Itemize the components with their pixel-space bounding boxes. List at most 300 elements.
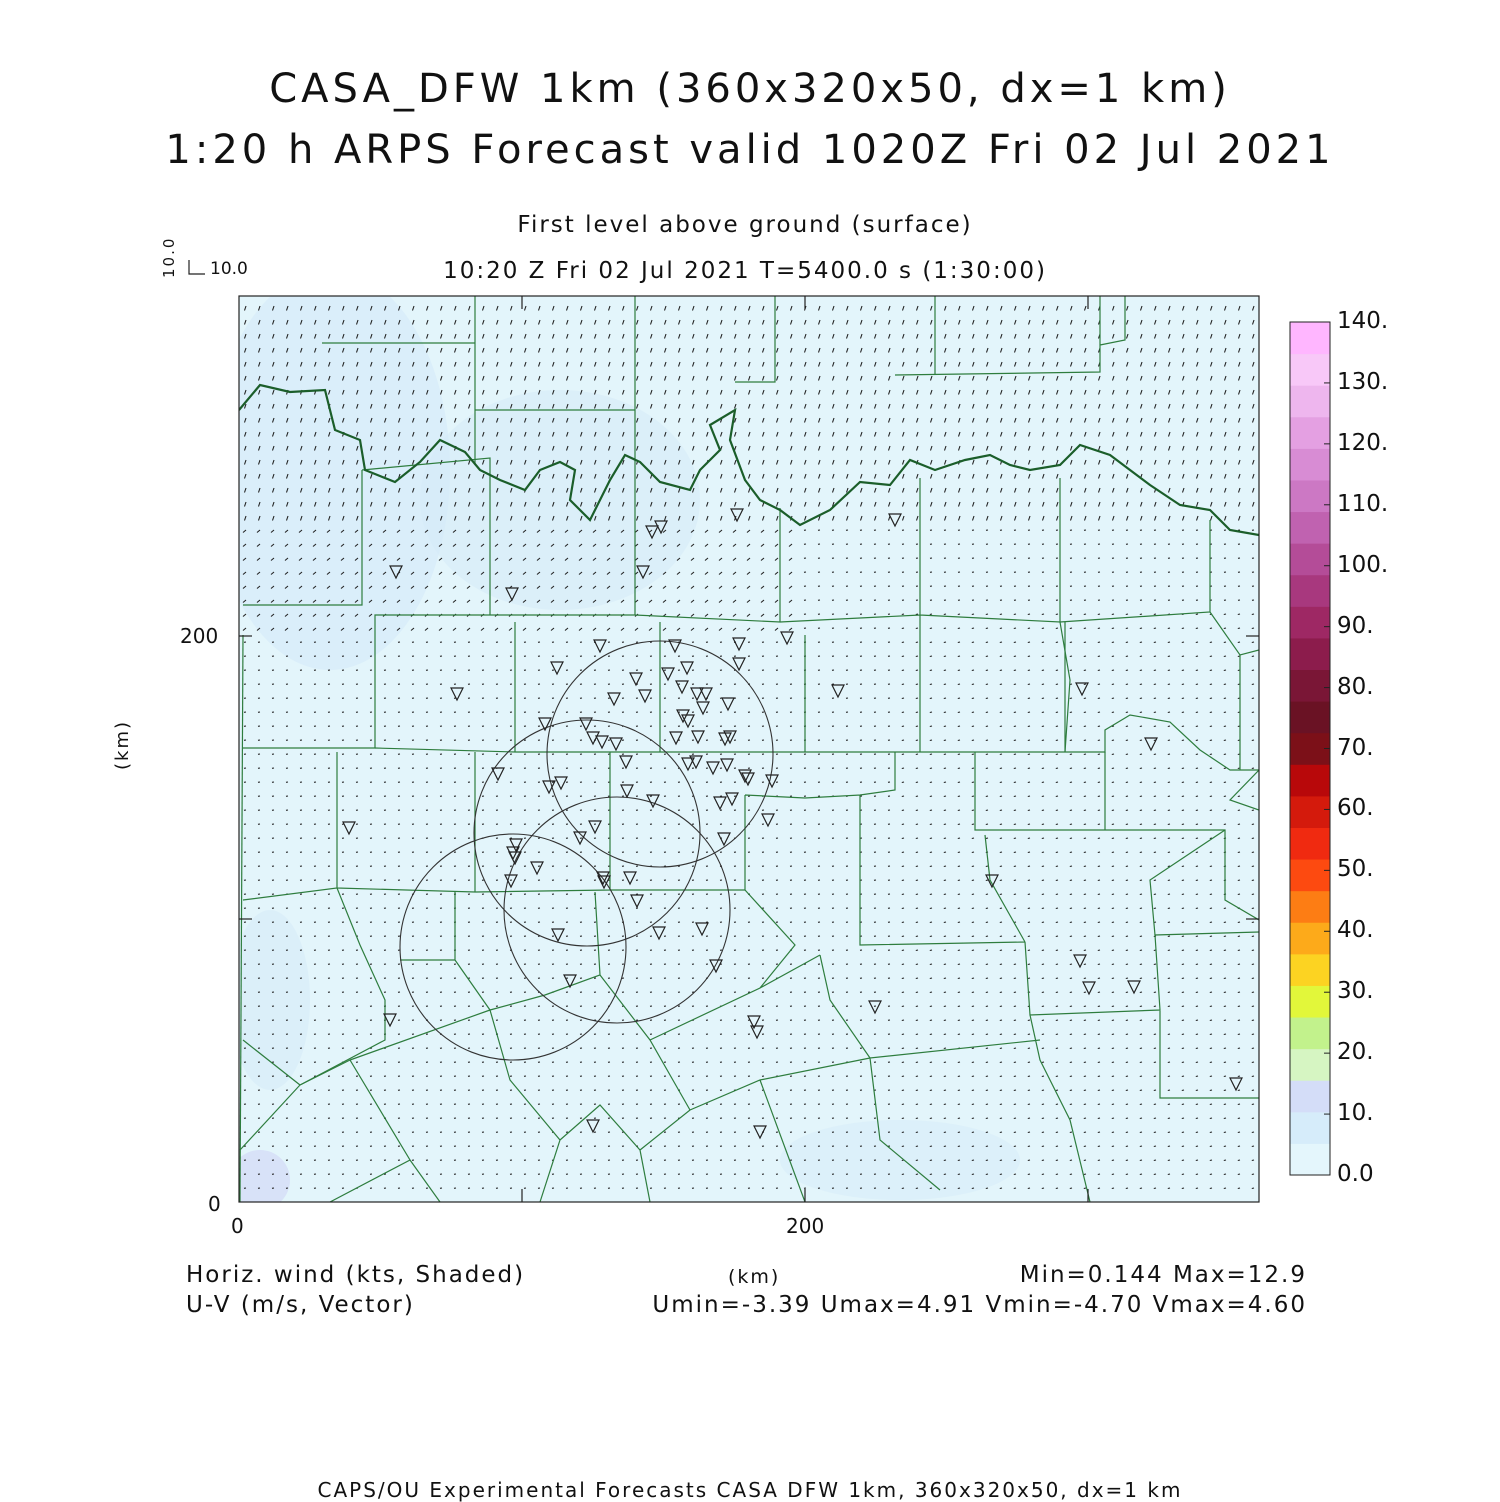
wind-vector bbox=[1126, 1034, 1128, 1035]
wind-vector bbox=[1028, 1104, 1030, 1105]
wind-vector bbox=[986, 810, 988, 811]
wind-vector bbox=[1210, 1048, 1212, 1049]
wind-vector bbox=[1042, 922, 1044, 923]
wind-vector bbox=[1000, 614, 1002, 615]
wind-vector bbox=[1042, 782, 1044, 783]
wind-vector bbox=[1000, 866, 1002, 867]
wind-vector bbox=[958, 684, 960, 685]
wind-vector bbox=[1196, 1188, 1198, 1189]
wind-vector bbox=[1238, 824, 1240, 825]
colorbar-label: 100. bbox=[1337, 552, 1388, 578]
wind-vector bbox=[1014, 1090, 1016, 1091]
wind-vector bbox=[1168, 656, 1170, 657]
wind-vector bbox=[986, 782, 988, 783]
wind-vector bbox=[1210, 1062, 1212, 1063]
wind-vector bbox=[1070, 1146, 1072, 1147]
wind-vector bbox=[1056, 614, 1058, 615]
wind-vector bbox=[1014, 684, 1016, 685]
wind-vector bbox=[1014, 726, 1016, 727]
wind-vector bbox=[1112, 1132, 1114, 1133]
wind-vector bbox=[1000, 712, 1002, 713]
wind-vector bbox=[1168, 922, 1170, 923]
wind-vector bbox=[1196, 614, 1198, 615]
wind-vector bbox=[986, 992, 988, 993]
wind-vector bbox=[1014, 642, 1016, 643]
wind-vector bbox=[1056, 754, 1058, 755]
wind-vector bbox=[1126, 936, 1128, 937]
wind-vector bbox=[1196, 698, 1198, 699]
wind-vector bbox=[1182, 684, 1184, 685]
wind-vector bbox=[1140, 712, 1142, 713]
wind-vector bbox=[1014, 852, 1016, 853]
field-description: Horiz. wind (kts, Shaded) bbox=[186, 1262, 525, 1288]
wind-vector bbox=[1140, 894, 1142, 895]
wind-vector bbox=[1126, 1104, 1128, 1105]
wind-vector bbox=[1224, 978, 1226, 979]
wind-vector bbox=[930, 642, 932, 643]
wind-vector bbox=[1000, 894, 1002, 895]
wind-vector bbox=[1126, 908, 1128, 909]
wind-vector bbox=[1112, 950, 1114, 951]
wind-vector bbox=[972, 838, 974, 839]
wind-vector bbox=[1126, 768, 1128, 769]
wind-vector bbox=[986, 740, 988, 741]
wind-vector bbox=[958, 824, 960, 825]
wind-vector bbox=[1112, 810, 1114, 811]
wind-vector bbox=[1042, 1006, 1044, 1007]
wind-vector bbox=[1196, 726, 1198, 727]
wind-vector bbox=[1140, 698, 1142, 699]
wind-vector bbox=[972, 922, 974, 923]
wind-vector bbox=[1140, 1118, 1142, 1119]
wind-vector bbox=[986, 1132, 988, 1133]
wind-vector bbox=[1070, 838, 1072, 839]
wind-vector bbox=[930, 1062, 932, 1063]
wind-vector bbox=[972, 754, 974, 755]
wind-vector bbox=[1056, 824, 1058, 825]
wind-vector bbox=[1168, 1020, 1170, 1021]
wind-vector bbox=[1154, 754, 1156, 755]
wind-vector bbox=[958, 992, 960, 993]
wind-vector bbox=[1154, 1006, 1156, 1007]
wind-vector bbox=[972, 1146, 974, 1147]
wind-vector bbox=[1084, 810, 1086, 811]
wind-vector bbox=[1182, 1020, 1184, 1021]
wind-vector bbox=[1098, 614, 1100, 615]
wind-vector bbox=[1168, 1104, 1170, 1105]
wind-vector bbox=[986, 628, 988, 629]
wind-vector bbox=[1042, 936, 1044, 937]
wind-vector bbox=[1028, 712, 1030, 713]
wind-vector bbox=[1140, 1188, 1142, 1189]
wind-vector bbox=[1112, 754, 1114, 755]
wind-vector bbox=[1084, 1076, 1086, 1077]
wind-vector bbox=[930, 880, 932, 881]
wind-vector bbox=[1126, 740, 1128, 741]
wind-vector bbox=[1000, 642, 1002, 643]
wind-vector bbox=[1210, 1118, 1212, 1119]
wind-vector bbox=[1224, 754, 1226, 755]
x-axis-label: (km) bbox=[728, 1266, 780, 1288]
wind-vector bbox=[1140, 1104, 1142, 1105]
wind-vector bbox=[1098, 978, 1100, 979]
wind-vector bbox=[1182, 950, 1184, 951]
wind-vector bbox=[1182, 768, 1184, 769]
wind-vector bbox=[1182, 642, 1184, 643]
wind-vector bbox=[1056, 1090, 1058, 1091]
wind-vector bbox=[1210, 1132, 1212, 1133]
wind-vector bbox=[1084, 936, 1086, 937]
wind-vector bbox=[930, 950, 932, 951]
wind-vector bbox=[1210, 894, 1212, 895]
wind-vector bbox=[1084, 614, 1086, 615]
wind-vector bbox=[930, 1132, 932, 1133]
wind-vector bbox=[944, 866, 946, 867]
wind-vector bbox=[1112, 782, 1114, 783]
wind-vector bbox=[1182, 796, 1184, 797]
wind-vector bbox=[1224, 964, 1226, 965]
wind-vector bbox=[1224, 684, 1226, 685]
wind-vector bbox=[958, 866, 960, 867]
wind-vector bbox=[930, 1160, 932, 1161]
wind-vector bbox=[1112, 796, 1114, 797]
wind-vector bbox=[1196, 1020, 1198, 1021]
wind-vector bbox=[930, 698, 932, 699]
wind-vector bbox=[1154, 978, 1156, 979]
wind-vector bbox=[1070, 964, 1072, 965]
wind-vector bbox=[1112, 866, 1114, 867]
wind-vector bbox=[1224, 726, 1226, 727]
wind-vector bbox=[1224, 670, 1226, 671]
wind-vector bbox=[1196, 810, 1198, 811]
wind-vector bbox=[1014, 1034, 1016, 1035]
wind-vector bbox=[916, 852, 918, 853]
wind-vector bbox=[958, 768, 960, 769]
wind-vector bbox=[1140, 852, 1142, 853]
wind-vector bbox=[902, 824, 904, 825]
wind-vector bbox=[916, 712, 918, 713]
wind-vector bbox=[930, 810, 932, 811]
wind-vector bbox=[902, 740, 904, 741]
wind-vector bbox=[1014, 614, 1016, 615]
wind-vector bbox=[958, 950, 960, 951]
wind-vector bbox=[1238, 782, 1240, 783]
wind-vector bbox=[1196, 782, 1198, 783]
colorbar-swatch bbox=[1290, 606, 1330, 638]
wind-vector bbox=[1070, 1132, 1072, 1133]
wind-vector bbox=[1224, 1090, 1226, 1091]
wind-vector bbox=[1070, 978, 1072, 979]
wind-vector bbox=[1140, 1160, 1142, 1161]
wind-vector bbox=[1084, 670, 1086, 671]
wind-vector bbox=[1070, 880, 1072, 881]
wind-vector bbox=[1000, 1188, 1002, 1189]
wind-vector bbox=[902, 642, 904, 643]
wind-vector bbox=[1224, 698, 1226, 699]
wind-vector bbox=[916, 978, 918, 979]
wind-vector bbox=[902, 684, 904, 685]
wind-vector bbox=[944, 978, 946, 979]
wind-vector bbox=[1182, 1062, 1184, 1063]
wind-vector bbox=[1014, 754, 1016, 755]
wind-vector bbox=[1084, 628, 1086, 629]
wind-vector bbox=[930, 992, 932, 993]
wind-vector bbox=[986, 642, 988, 643]
wind-vector bbox=[1154, 894, 1156, 895]
wind-vector bbox=[1238, 964, 1240, 965]
wind-vector bbox=[1042, 1062, 1044, 1063]
wind-vector bbox=[1056, 1034, 1058, 1035]
wind-vector bbox=[902, 1118, 904, 1119]
wind-vector bbox=[1098, 670, 1100, 671]
wind-vector bbox=[972, 950, 974, 951]
wind-vector bbox=[1182, 1174, 1184, 1175]
wind-vector bbox=[1168, 1132, 1170, 1133]
wind-vector bbox=[1000, 628, 1002, 629]
wind-vector bbox=[1000, 936, 1002, 937]
wind-vector bbox=[1000, 1034, 1002, 1035]
wind-vector bbox=[1196, 1062, 1198, 1063]
wind-vector bbox=[1000, 656, 1002, 657]
vector-description: U-V (m/s, Vector) bbox=[186, 1292, 415, 1318]
wind-vector bbox=[1140, 908, 1142, 909]
wind-vector bbox=[1070, 894, 1072, 895]
wind-vector bbox=[972, 782, 974, 783]
wind-vector bbox=[1098, 936, 1100, 937]
wind-vector bbox=[1000, 796, 1002, 797]
wind-vector bbox=[958, 978, 960, 979]
wind-vector bbox=[1210, 670, 1212, 671]
wind-vector bbox=[1056, 1160, 1058, 1161]
wind-vector bbox=[1014, 670, 1016, 671]
wind-vector bbox=[1000, 1062, 1002, 1063]
wind-vector bbox=[1210, 712, 1212, 713]
wind-vector bbox=[1126, 670, 1128, 671]
wind-vector bbox=[930, 614, 932, 615]
wind-vector bbox=[944, 922, 946, 923]
wind-vector bbox=[1112, 1118, 1114, 1119]
wind-vector bbox=[1014, 908, 1016, 909]
wind-vector bbox=[986, 964, 988, 965]
wind-vector bbox=[944, 1132, 946, 1133]
wind-vector bbox=[1014, 1174, 1016, 1175]
wind-vector bbox=[944, 964, 946, 965]
wind-vector bbox=[1000, 978, 1002, 979]
wind-vector bbox=[1042, 866, 1044, 867]
wind-vector bbox=[1140, 978, 1142, 979]
wind-vector bbox=[902, 1062, 904, 1063]
wind-vector bbox=[916, 1076, 918, 1077]
wind-vector bbox=[1084, 992, 1086, 993]
wind-vector bbox=[1168, 908, 1170, 909]
wind-vector bbox=[972, 824, 974, 825]
wind-vector bbox=[930, 740, 932, 741]
wind-vector bbox=[986, 726, 988, 727]
colorbar-label: 120. bbox=[1337, 430, 1388, 456]
wind-vector bbox=[1056, 1076, 1058, 1077]
wind-vector bbox=[1196, 740, 1198, 741]
wind-vector bbox=[1210, 852, 1212, 853]
wind-vector bbox=[916, 642, 918, 643]
wind-vector bbox=[1140, 964, 1142, 965]
wind-vector bbox=[1000, 852, 1002, 853]
wind-vector bbox=[986, 880, 988, 881]
wind-vector bbox=[1196, 754, 1198, 755]
colorbar bbox=[1290, 322, 1330, 1176]
wind-vector bbox=[986, 1146, 988, 1147]
wind-vector bbox=[1028, 656, 1030, 657]
wind-vector bbox=[1210, 950, 1212, 951]
wind-vector bbox=[1126, 684, 1128, 685]
wind-vector bbox=[1182, 1048, 1184, 1049]
wind-vector bbox=[1112, 894, 1114, 895]
wind-vector bbox=[1126, 1020, 1128, 1021]
wind-vector bbox=[1252, 726, 1254, 727]
wind-vector bbox=[986, 1090, 988, 1091]
wind-vector bbox=[1252, 754, 1254, 755]
wind-vector bbox=[1056, 796, 1058, 797]
wind-vector bbox=[1252, 908, 1254, 909]
wind-vector bbox=[916, 1090, 918, 1091]
wind-vector bbox=[1154, 1034, 1156, 1035]
wind-vector bbox=[1084, 838, 1086, 839]
wind-vector bbox=[1042, 740, 1044, 741]
wind-vector bbox=[1154, 992, 1156, 993]
wind-vector bbox=[1238, 1034, 1240, 1035]
wind-vector bbox=[930, 768, 932, 769]
wind-vector bbox=[944, 810, 946, 811]
wind-vector bbox=[1028, 684, 1030, 685]
wind-vector bbox=[1154, 684, 1156, 685]
wind-vector bbox=[1182, 1160, 1184, 1161]
wind-vector bbox=[1196, 908, 1198, 909]
wind-vector bbox=[1112, 992, 1114, 993]
wind-vector bbox=[1210, 936, 1212, 937]
wind-vector bbox=[930, 754, 932, 755]
wind-vector bbox=[1014, 1076, 1016, 1077]
wind-vector bbox=[1252, 768, 1254, 769]
wind-vector bbox=[1168, 1188, 1170, 1189]
wind-vector bbox=[1014, 838, 1016, 839]
wind-vector bbox=[902, 936, 904, 937]
wind-vector bbox=[1252, 1020, 1254, 1021]
wind-vector bbox=[972, 880, 974, 881]
wind-vector bbox=[944, 782, 946, 783]
wind-vector bbox=[1238, 866, 1240, 867]
wind-vector bbox=[1112, 838, 1114, 839]
wind-vector bbox=[916, 964, 918, 965]
wind-vector bbox=[1168, 726, 1170, 727]
wind-vector bbox=[1112, 656, 1114, 657]
wind-vector bbox=[1028, 1090, 1030, 1091]
wind-vector bbox=[1224, 1174, 1226, 1175]
wind-vector bbox=[1028, 1146, 1030, 1147]
wind-vector bbox=[1126, 628, 1128, 629]
wind-vector bbox=[1028, 670, 1030, 671]
wind-vector bbox=[1126, 1118, 1128, 1119]
wind-vector bbox=[1042, 628, 1044, 629]
wind-vector bbox=[972, 726, 974, 727]
wind-vector bbox=[1224, 614, 1226, 615]
wind-vector bbox=[1210, 908, 1212, 909]
wind-vector bbox=[1252, 880, 1254, 881]
wind-vector bbox=[1028, 1188, 1030, 1189]
wind-vector bbox=[1014, 782, 1016, 783]
wind-vector bbox=[972, 908, 974, 909]
wind-vector bbox=[972, 992, 974, 993]
wind-vector bbox=[1210, 1104, 1212, 1105]
colorbar-swatch bbox=[1290, 543, 1330, 575]
wind-vector bbox=[930, 1020, 932, 1021]
wind-vector bbox=[1154, 824, 1156, 825]
wind-vector bbox=[930, 1188, 932, 1189]
wind-vector bbox=[1238, 1104, 1240, 1105]
wind-vector bbox=[1070, 754, 1072, 755]
wind-vector bbox=[1252, 852, 1254, 853]
wind-vector bbox=[1210, 1090, 1212, 1091]
wind-vector bbox=[1056, 880, 1058, 881]
wind-vector bbox=[1042, 950, 1044, 951]
wind-vector bbox=[1084, 1090, 1086, 1091]
wind-vector bbox=[1098, 810, 1100, 811]
wind-vector bbox=[1140, 1076, 1142, 1077]
wind-vector bbox=[1196, 684, 1198, 685]
wind-vector bbox=[1112, 670, 1114, 671]
wind-vector bbox=[1182, 852, 1184, 853]
wind-vector bbox=[1182, 922, 1184, 923]
wind-vector bbox=[902, 964, 904, 965]
wind-vector bbox=[1070, 824, 1072, 825]
wind-vector bbox=[1154, 1132, 1156, 1133]
wind-vector bbox=[1000, 880, 1002, 881]
wind-vector bbox=[902, 880, 904, 881]
wind-vector bbox=[944, 656, 946, 657]
wind-vector bbox=[986, 866, 988, 867]
wind-vector bbox=[1000, 950, 1002, 951]
colorbar-label: 20. bbox=[1337, 1039, 1374, 1065]
wind-vector bbox=[1070, 852, 1072, 853]
wind-vector bbox=[958, 1020, 960, 1021]
wind-vector bbox=[972, 852, 974, 853]
wind-vector bbox=[1210, 726, 1212, 727]
wind-vector bbox=[1252, 922, 1254, 923]
wind-vector bbox=[1140, 782, 1142, 783]
wind-vector bbox=[958, 838, 960, 839]
wind-vector bbox=[1252, 936, 1254, 937]
wind-vector bbox=[1028, 1034, 1030, 1035]
colorbar-label: 0.0 bbox=[1337, 1161, 1374, 1187]
wind-vector bbox=[986, 1048, 988, 1049]
y-axis-label: (km) bbox=[112, 720, 133, 770]
wind-vector bbox=[1000, 782, 1002, 783]
wind-vector bbox=[1224, 824, 1226, 825]
wind-vector bbox=[1042, 684, 1044, 685]
wind-vector bbox=[1252, 1090, 1254, 1091]
wind-vector bbox=[1252, 698, 1254, 699]
wind-vector bbox=[1224, 1062, 1226, 1063]
wind-vector bbox=[1224, 1104, 1226, 1105]
wind-vector bbox=[958, 1034, 960, 1035]
wind-vector bbox=[1098, 796, 1100, 797]
wind-vector bbox=[1084, 866, 1086, 867]
wind-vector bbox=[1000, 684, 1002, 685]
wind-vector bbox=[1210, 754, 1212, 755]
valid-time-line: 10:20 Z Fri 02 Jul 2021 T=5400.0 s (1:30:00) bbox=[0, 258, 1490, 284]
wind-vector bbox=[1056, 712, 1058, 713]
wind-vector bbox=[986, 684, 988, 685]
wind-vector bbox=[1182, 1118, 1184, 1119]
wind-vector bbox=[1028, 838, 1030, 839]
